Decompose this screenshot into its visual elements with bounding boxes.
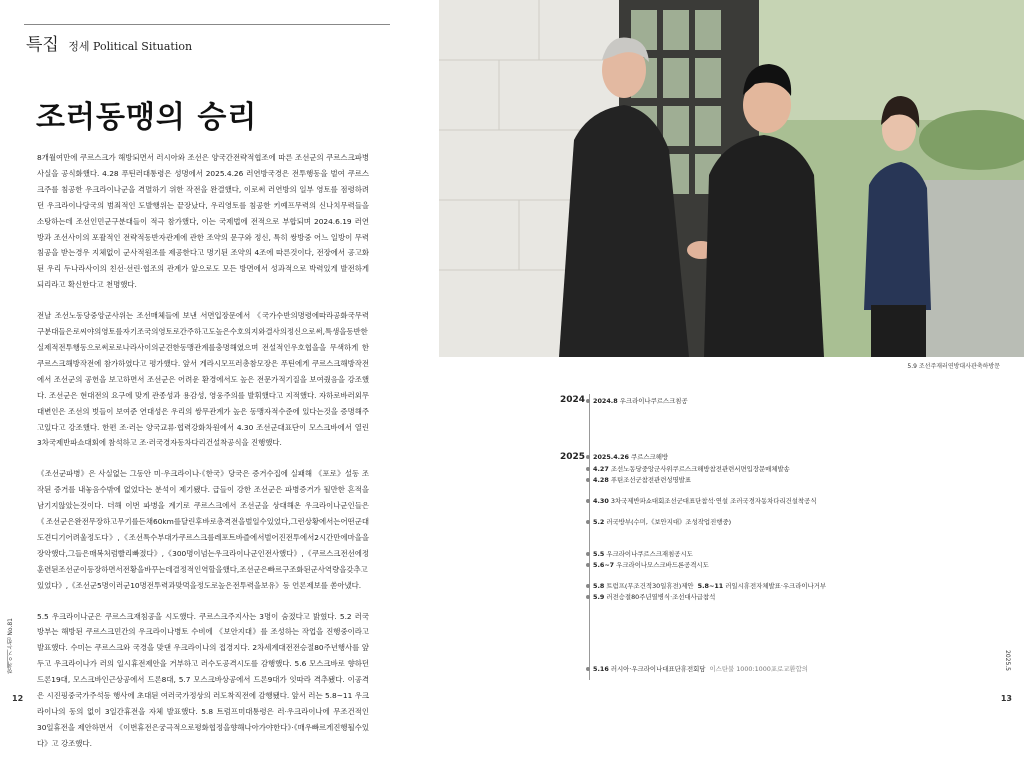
issue-side-label: 2025.5 bbox=[1004, 650, 1011, 671]
timeline-event bbox=[586, 549, 693, 558]
timeline-year: 2025 bbox=[560, 452, 586, 462]
event-date: 5.2 bbox=[593, 518, 605, 526]
magazine-side-label: 함께이기는힘 No.81 bbox=[7, 618, 14, 674]
timeline-event bbox=[586, 496, 817, 505]
left-page bbox=[0, 0, 512, 748]
article-title: 조러동맹의 승리 bbox=[36, 100, 258, 135]
header-rule bbox=[24, 24, 390, 25]
event-date: 5.8 bbox=[593, 582, 605, 590]
timeline-event bbox=[586, 475, 691, 484]
page-number-left: 12 bbox=[12, 694, 24, 703]
article-paragraph: 《조선군파병》은 사실없는 그동안 미·우크라이나·《한국》당국은 증거수집에 실패해 《포로》설동 조작된 증거를 내놓음수밖에 없었다는 분석이 제기됐다. 급들이 강한 조선군은 파병증거가 될만한 흔적을 남기지않았는것이다. 더해 이번 파병을 계기로 쿠르스크에서 조선군을 상대해온 우크라이나군인들은 《조선군은완전무장하고무기를든채60km를달린후바로총격전을벌일수있었다,그런상황에서는어떤군대도견디기어려울정도다》,《조선특수부대가쿠르스크를레포트바즐에서벌어진전투에서2시간만에마을을장악했다,그들은매복처럼빨리빠졌다》,《300명이넘는우크라이나군인전사했다》,《쿠르스크전선에정훈련된조선군이등장하면서전황을바꾸는데결정적인역할을했다,조선군은빠르구조화된군사역량을갖추고있었다》,《조선군5명이러군10명전투력과맞먹을정도로높은전투력을보유》등 언론제보를 쏟아냈다. bbox=[37, 469, 369, 590]
photo-caption: 5.9 조선주재러연방대사관축하방문 bbox=[907, 363, 1000, 370]
article-paragraph: 8개월여만에 쿠르스크가 해방되면서 러시아와 조선은 양국간전략적협조에 따른 조선군의 쿠르스크파병사실을 공식화했다. 4.28 푸틴러대통령은 성명에서 2025.4.26 러연방국경은 전투행동을 벌여 쿠르스크주를 침공한 우크라이나군을 격멸하기 위한 작전을 완결했다, 이로써 러연방의 일부 영토를 점령하려던 우크라이나당국의 범죄적인 도발행위는 끝장났다, 우리영토를 침공한 키예프무력의 신나치무력들을 소탕하는데 조선인민군구분대들이 적극 참가했다, 이는 국제법에 전적으로 부합되며 2024.6.19 러연방과 조선사이의 포괄적인 전략적동반자관계에 관한 조약의 문구와 정신, 특히 쌍방중 어느 일방이 무력침공을 받는경우 지체없이 군사적원조를 제공한다고 명기된 조약의 4조에 따른것이다, 전장에서 공고화된 우리 두나라사이의 친선·선린·협조의 관계가 앞으로도 모든 방면에서 성과적으로 박력있게 발전하게 되리라고 확신한다고 천명했다. bbox=[37, 153, 369, 290]
photo-illustration bbox=[439, 0, 1024, 357]
timeline-dot bbox=[586, 520, 590, 524]
event-text: 우크라이나모스크바드론공격시도 bbox=[616, 561, 709, 569]
event-date: 5.8~11 bbox=[697, 582, 724, 590]
event-date: 2024.8 bbox=[593, 397, 618, 405]
timeline-event bbox=[586, 464, 790, 473]
timeline-event bbox=[586, 664, 808, 673]
event-date: 5.6~7 bbox=[593, 561, 615, 569]
timeline-dot bbox=[586, 455, 590, 459]
timeline-axis bbox=[589, 394, 590, 680]
timeline-dot bbox=[586, 499, 590, 503]
event-text: 러일시휴전자체발표·우크라이나거부 bbox=[725, 582, 827, 590]
event-text: 조선노동당중앙군사위쿠르스크해방참전관련서면입장문매체발송 bbox=[610, 465, 790, 473]
article-paragraph: 5.5 우크라이나군은 쿠르스크재침공을 시도했다. 쿠르스크주지사는 3명이 숨졌다고 밝혔다. 5.2 러국방부는 해방된 쿠르스크민간의 우크라이나병토 수비에 《보안지대》를 조성하는 작업을 진행중이라고 발표했다. 수미는 쿠르스크와 국경을 맞댄 우크라이나의 접경지다. 2차세계대전전승절80주년행사를 앞두고 우크라이나가 러의 일시휴전제안을 거부하고 러수도공격시도를 감행했다. 5.6 모스크바로 향하던 드론19대, 모스크바인근상공에서 드론8대, 5.7 모스크바상공에서 드론9대가 잇따라 격추됐다. 이공격은 시진핑중국가주석등 행사에 초대된 여러국가정상의 러도착직전에 감행됐다. 앞서 러는 5.8~11 우크라이나의 동의 없이 3일간휴전을 자체 발표했다. 5.8 트럼프미대통령은 러·우크라이나에 무조건적인 30일휴전을 제안하면서 《이번휴전은궁극적으로평화협정을향해나아가야한다》·《매우빠르게진행될수있다》고 강조했다. bbox=[37, 611, 369, 748]
event-text: 러전승절80주년열병식·조선대사급참석 bbox=[606, 593, 716, 601]
event-date: 4.30 bbox=[593, 497, 609, 505]
timeline-event bbox=[586, 560, 709, 569]
timeline-dot bbox=[586, 563, 590, 567]
timeline-dot bbox=[586, 595, 590, 599]
timeline-dot bbox=[586, 399, 590, 403]
event-date: 4.28 bbox=[593, 476, 609, 484]
page-number-right: 13 bbox=[1000, 694, 1012, 703]
event-date: 5.16 bbox=[593, 665, 609, 673]
section-header bbox=[26, 30, 192, 55]
timeline-event bbox=[586, 517, 731, 526]
timeline-dot bbox=[586, 467, 590, 471]
timeline-dot bbox=[586, 478, 590, 482]
event-date: 5.9 bbox=[593, 593, 605, 601]
event-text: 우크라이나쿠르스크재침공시도 bbox=[606, 550, 693, 558]
timeline-dot bbox=[586, 667, 590, 671]
section-title: 특집 bbox=[26, 35, 59, 55]
timeline-dot bbox=[586, 552, 590, 556]
event-text: 3차국제반파쇼대회조선군대표단참석·연설 조러국경자동차다리건설착공식 bbox=[610, 497, 817, 505]
timeline-event bbox=[586, 452, 668, 461]
event-text: 트럼프(무조건적30일휴전)제안 bbox=[606, 582, 694, 590]
article-body bbox=[37, 150, 369, 767]
timeline-event bbox=[586, 592, 715, 601]
event-text: 러국방부(수미,《보안지대》조성작업진행중) bbox=[606, 518, 732, 526]
event-date: 4.27 bbox=[593, 465, 609, 473]
event-date: 5.5 bbox=[593, 550, 605, 558]
news-photo bbox=[439, 0, 1024, 357]
article-paragraph: 전날 조선노동당중앙군사위는 조선매체들에 보낸 서면입장문에서 《국가수반의명령에따라공화국무력구분대들은로씨야의영토를자기조국의영토로간주하고도높은수호의지와결사의정신으로써,특생을동반한실제적전투행동으로써로로나라사이의군견한동맹관계를충명해였으며 전설적인우호협을을 무색하게 한 쿠르스크해방작전에 참가하였다고 평가했다. 앞서 게라시모프러총참모장은 푸틴에게 쿠르스크해방작전에서 조선군의 공헌을 보고하면서 조선군은 어려운 환경에서도 높은 전문가적기질을 보여줬음을 강조했다. 조선군은 현대전의 요구에 맞게 관종성과 용감성, 영웅주의를 발휘했다고 지적했다. 자하로바러외무대변인은 조선의 벗들이 보여준 연대성은 우리의 쌍무관계가 높은 동맹자적수준에 있다는것을 증명해주고있다고 강조했다. 한편 조·러는 양국교류·협력강화차원에서 4.30 조선군대표단이 모스크바에서 열린 3차국제반파쇼대회에 참석하고 조·러국경자동차다리건설착공식을 진행했다. bbox=[37, 311, 369, 448]
event-text: 푸틴조선군참전관련성명발표 bbox=[610, 476, 692, 484]
timeline-year: 2024 bbox=[560, 395, 586, 405]
timeline-event bbox=[586, 581, 826, 590]
event-date: 2025.4.26 bbox=[593, 453, 629, 461]
event-text: 쿠르스크해방 bbox=[631, 453, 669, 461]
event-text: 러시아·우크라이나대표단휴전회담 bbox=[610, 665, 706, 673]
timeline-event bbox=[586, 396, 688, 405]
section-subtitle: 정세 Political Situation bbox=[68, 40, 193, 53]
event-note: 이스탄불 1000:1000포로교환합의 bbox=[709, 665, 808, 673]
timeline-dot bbox=[586, 584, 590, 588]
event-text: 우크라이나쿠르스크침공 bbox=[619, 397, 688, 405]
